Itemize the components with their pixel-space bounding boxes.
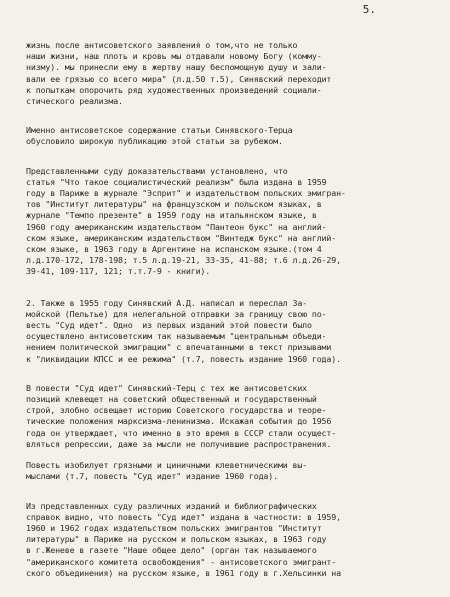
paragraph-3: Представленными суду доказательствами установлено, что статья "Что такое социалистический реализм" была издана в 1959 году в Париже в журнале "Эсприт" и издательством польских эмигран- тов "Институт литературы" на французском и польском языках, в журнале "Темпо презенте" в 1959 году на итальянском языке, в 1960 году американским издательством "Пантеон букс" на англий- ском языке, американским издательством "Винтедж букс" на англий- ском языке, в 1963 году в Аргентине на испанском языке.(том 4 л.д.170-172, 178-198; т.5 л.д.19-21, 33-35, 41-88; т.6 л.д.26-29, 39-41, 109-117, 121; т.т.7-9 - книги). <box>26 165 346 277</box>
paragraph-4: 2. Также в 1955 году Синявский А.Д. написал и переслал За- мойской (Пельтье) для нелегальной отправки за границу свою по- весть "Суд идет". Одно из первых изданий этой повести было осуществлено антисоветским так называемым "центральным объеди- нением политической эмиграции" с впечатанными в текст призывами к "ликвидации КПСС и ее режима" (т.7, повесть издание 1960 года). <box>26 297 341 364</box>
page-number: 5. <box>362 3 376 16</box>
paragraph-6: Повесть изобилует грязными и циничными клеветническими вы- мыслами (т.7, повесть "Суд идет" издание 1960 года). <box>26 460 308 482</box>
paragraph-5: В повести "Суд идет" Синявский-Терц с тех же антисоветских позиций клевещет на советский общественный и государственный строй, злобно освещает историю Советского государства и теоре- тические положения марксизма-ленинизма. Искажая события до 1956 года он утверждает, что именно в это время в СССР стали осущест- вляться репрессии, даже за мысли не получившие распространения. <box>26 382 337 449</box>
paragraph-1: жизнь после антисоветского заявления о том,что не только наши жизни, наш плоть и кровь мы отдавали новому Богу (комму- низму). мы принесли ему в жертву нашу беспомощную душу и зали- вали ее грязью со всего мира" (л.д.50 т.5), Синявский переходит к попыткам опорочить ряд художественных произведений социали- стического реализма. <box>26 40 332 107</box>
paragraph-7: Из представленных суду различных изданий и библиографических справок видно, что повесть "Суд идет" издана в частности: в 1959, 1960 и 1962 годах издательством польских эмигрантов "Институт литературы" в Париже на русском и польском языках, в 1963 году в г.Женеве в газете "Наше общее дело" (орган так называемого "американского комитета освобождения" - антисоветского эмигрант- ского объединения) на русском языке, в 1961 году в г.Хельсинки на <box>26 500 341 578</box>
paragraph-2: Именно антисоветское содержание статьи Синявского-Терца обусловило широкую публикацию этой статьи за рубежом. <box>26 125 293 147</box>
